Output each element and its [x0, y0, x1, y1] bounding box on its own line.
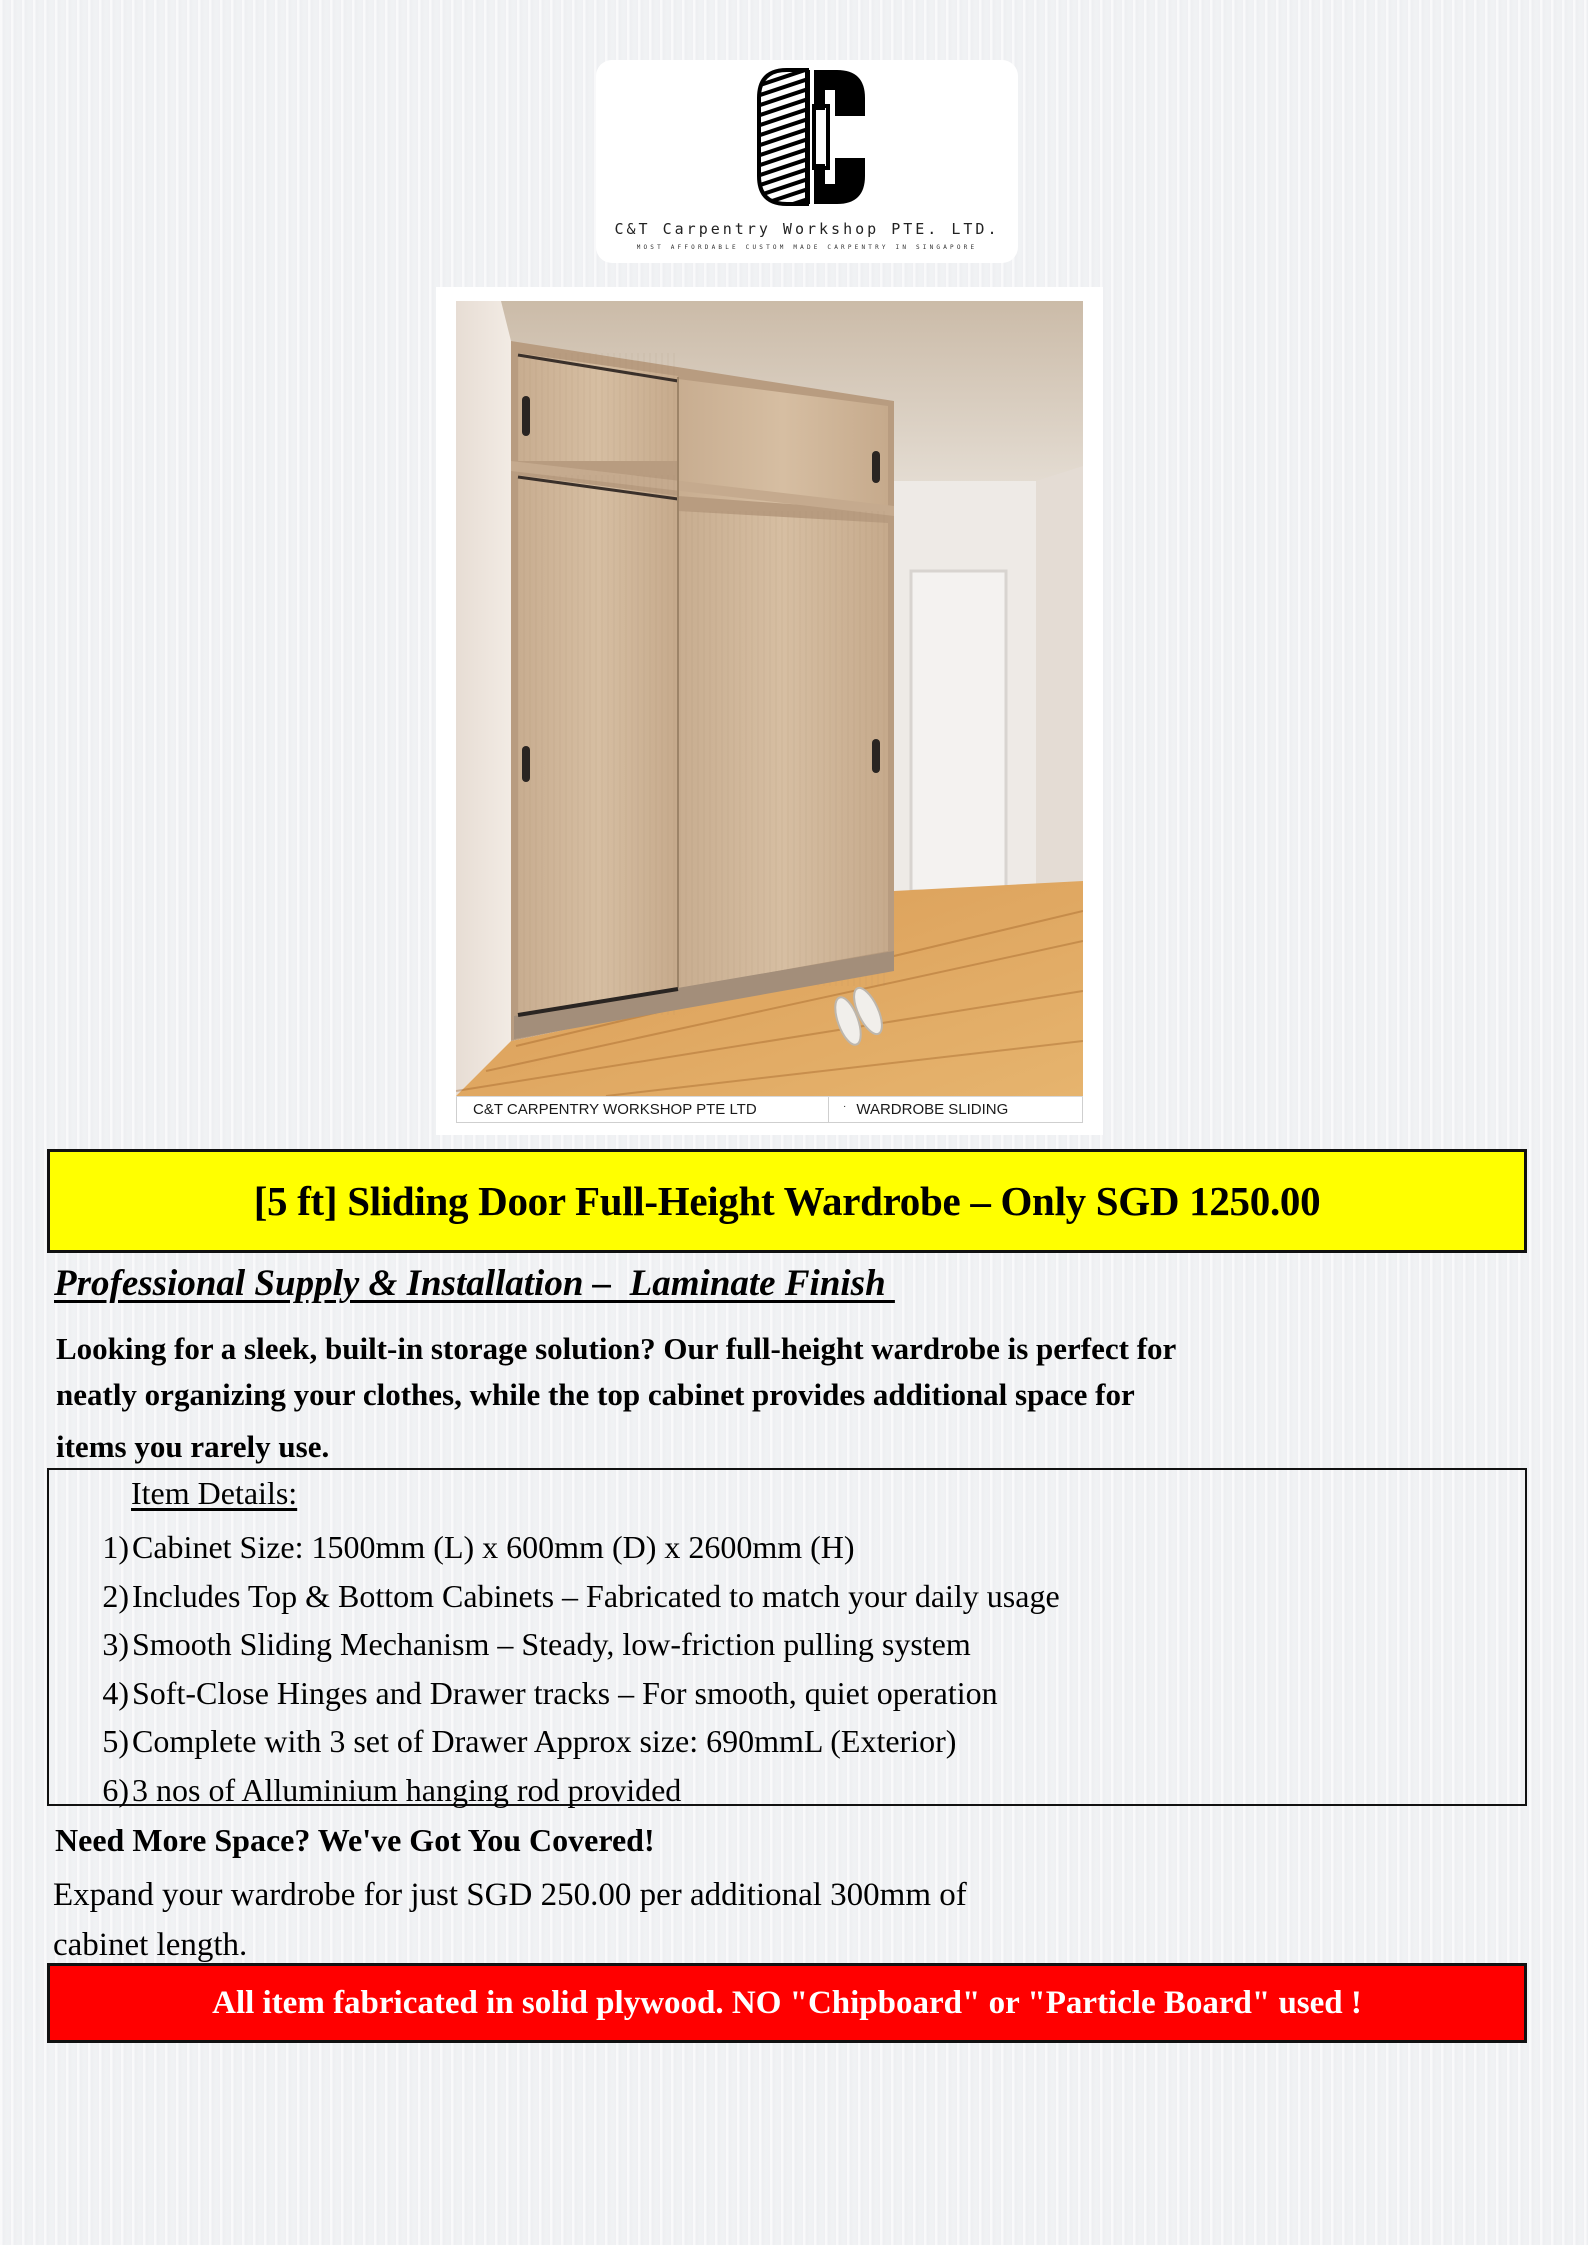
list-item: 4)Soft-Close Hinges and Drawer tracks – For smooth, quiet operation: [102, 1674, 998, 1711]
product-title-banner: [47, 1149, 1527, 1253]
more-space-text: [53, 1870, 1253, 1970]
more-space-line-1: Expand your wardrobe for just SGD 250.00 per additional 300mm of: [53, 1877, 967, 1913]
more-space-heading: Need More Space? We've Got You Covered!: [55, 1822, 655, 1858]
logo-company-name: C&T Carpentry Workshop PTE. LTD.: [614, 220, 1000, 238]
intro-paragraph: [56, 1326, 1516, 1470]
plywood-notice-banner: [47, 1963, 1527, 2043]
caption-product-label: WARDROBE SLIDING: [856, 1101, 1009, 1118]
list-item: 2)Includes Top & Bottom Cabinets – Fabricated to match your daily usage: [102, 1577, 1060, 1614]
company-logo: [596, 60, 1018, 263]
plywood-notice-text: All item fabricated in solid plywood. NO "Chipboard" or "Particle Board" used !: [212, 1984, 1362, 2021]
list-item: 5)Complete with 3 set of Drawer Approx size: 690mmL (Exterior): [102, 1723, 957, 1759]
photo-caption: [456, 1096, 1083, 1123]
wardrobe-render-image: [456, 301, 1083, 1096]
product-title: [5 ft] Sliding Door Full-Height Wardrobe – Only SGD 1250.00: [253, 1178, 1321, 1224]
item-details-box: [47, 1468, 1527, 1806]
list-item: 6)3 nos of Alluminium hanging rod provided: [102, 1771, 682, 1808]
item-details-heading: Item Details:: [131, 1475, 298, 1511]
intro-line-2: neatly organizing your clothes, while the top cabinet provides additional space for: [56, 1377, 1135, 1412]
item-details-list: [91, 1523, 1060, 1814]
caption-company: C&T CARPENTRY WORKSHOP PTE LTD: [457, 1097, 829, 1122]
caption-product: [829, 1097, 1082, 1122]
intro-line-3: items you rarely use.: [56, 1429, 330, 1464]
ct-logo-icon: [757, 68, 867, 206]
product-photo-frame: [436, 287, 1103, 1135]
service-subtitle: Professional Supply & Installation – Laminate Finish: [54, 1263, 895, 1304]
list-item: 3)Smooth Sliding Mechanism – Steady, low-friction pulling system: [102, 1626, 971, 1662]
list-item: 1)Cabinet Size: 1500mm (L) x 600mm (D) x 2600mm (H): [102, 1529, 855, 1565]
logo-tagline: MOST AFFORDABLE CUSTOM MADE CARPENTRY IN SINGAPORE: [636, 244, 978, 251]
more-space-line-2: cabinet length.: [53, 1927, 248, 1963]
caption-bullet: ·: [843, 1101, 847, 1112]
intro-line-1: Looking for a sleek, built-in storage solution? Our full-height wardrobe is perfect for: [56, 1331, 1177, 1366]
wardrobe-photo: [456, 301, 1083, 1096]
